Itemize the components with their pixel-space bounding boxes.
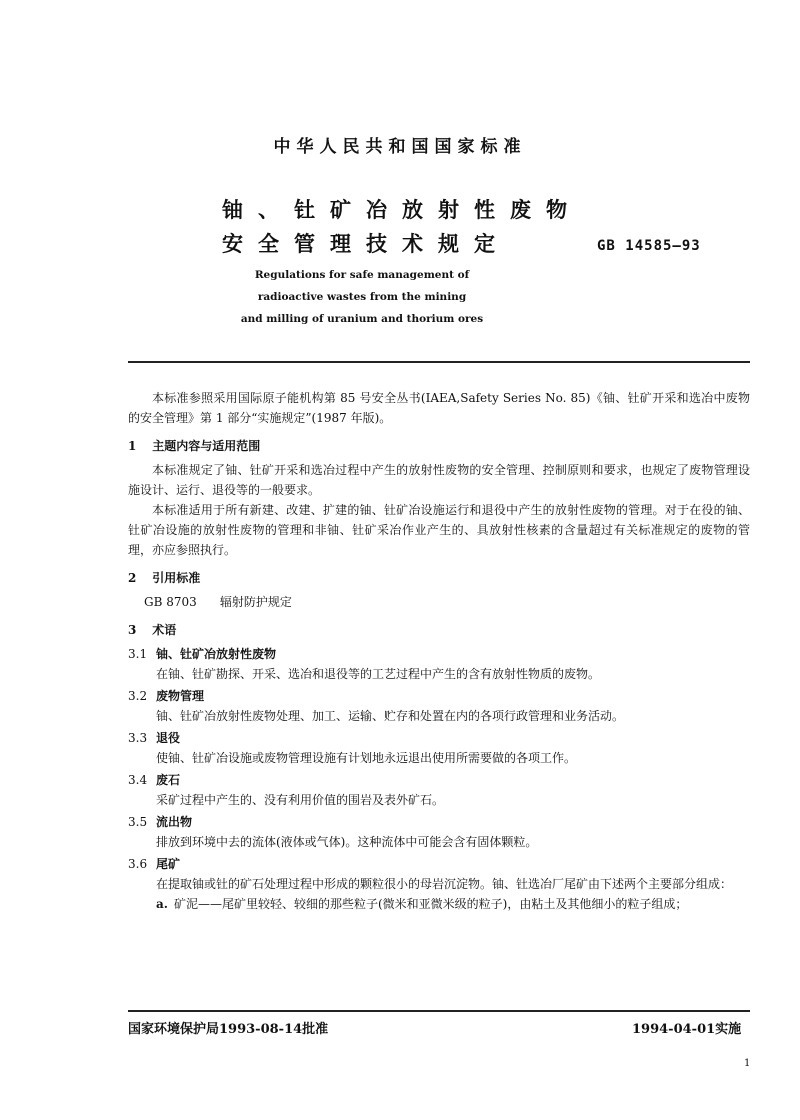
reference-title: 辐射防护规定 xyxy=(219,595,292,609)
term-number: 3.5 xyxy=(128,815,148,829)
section-title: 术语 xyxy=(152,623,177,637)
reference-code: GB 8703 xyxy=(144,595,197,609)
normative-reference xyxy=(144,592,750,612)
term-number: 3.6 xyxy=(128,857,148,871)
section-title: 引用标准 xyxy=(152,571,201,585)
term-definition: 在铀、钍矿勘探、开采、选冶和退役等的工艺过程中产生的含有放射性物质的废物。 xyxy=(156,667,601,681)
term-entry xyxy=(128,686,750,726)
issuing-organization: 中华人民共和国国家标准 xyxy=(273,137,527,157)
effective-date: 1994-04-01实施 xyxy=(632,1022,742,1037)
term-name: 流出物 xyxy=(156,815,193,829)
section-heading-3 xyxy=(128,620,750,640)
term-definition: 使铀、钍矿冶设施或废物管理设施有计划地永远退出使用所需要做的各项工作。 xyxy=(156,751,577,765)
english-title xyxy=(0,264,724,330)
term-number: 3.2 xyxy=(128,689,148,703)
section-number: 1 xyxy=(128,439,137,453)
term-name: 尾矿 xyxy=(156,857,181,871)
term-name: 废石 xyxy=(156,773,181,787)
section-heading-2 xyxy=(128,568,750,588)
body-paragraph: 本标准规定了铀、钍矿开采和选冶过程中产生的放射性废物的安全管理、控制原则和要求，也规定了废物管理设施设计、运行、退役等的一般要求。 xyxy=(128,463,750,497)
term-entry xyxy=(128,770,750,810)
document-body xyxy=(128,388,750,914)
document-title-line1: 铀、钍矿冶放射性废物 xyxy=(222,197,582,222)
standard-code: GB 14585—93 xyxy=(597,238,701,254)
header-divider xyxy=(128,361,750,363)
term-name: 废物管理 xyxy=(156,689,205,703)
term-number: 3.1 xyxy=(128,647,148,661)
section-title: 主题内容与适用范围 xyxy=(152,439,261,453)
document-title-line2: 安全管理技术规定 xyxy=(222,231,510,256)
page-number: 1 xyxy=(744,1058,751,1069)
term-definition: 在提取铀或钍的矿石处理过程中形成的颗粒很小的母岩沉淀物。铀、钍选冶厂尾矿由下述两个主要部分组成： xyxy=(156,877,733,891)
term-entry xyxy=(128,812,750,852)
term-name: 铀、钍矿冶放射性废物 xyxy=(156,647,277,661)
list-item-text: 矿泥——尾矿里较轻、较细的那些粒子(微米和亚微米级的粒子)，由粘土及其他细小的粒子组成； xyxy=(174,897,688,911)
term-entry xyxy=(128,644,750,684)
term-definition: 排放到环境中去的流体(液体或气体)。这种流体中可能会含有固体颗粒。 xyxy=(156,835,538,849)
section-number: 3 xyxy=(128,623,137,637)
intro-paragraph: 本标准参照采用国际原子能机构第 85 号安全丛书(IAEA,Safety Series No. 85)《铀、钍矿开采和选冶中废物的安全管理》第 1 部分“实施规定”(1987 年版)。 xyxy=(128,391,750,425)
english-title-line: Regulations for safe management of xyxy=(254,269,470,281)
footer-divider xyxy=(128,1010,750,1012)
term-definition: 铀、钍矿冶放射性废物处理、加工、运输、贮存和处置在内的各项行政管理和业务活动。 xyxy=(156,709,625,723)
list-item xyxy=(128,894,750,914)
english-title-line: radioactive wastes from the mining xyxy=(257,291,467,303)
term-entry xyxy=(128,854,750,894)
approval-line: 国家环境保护局1993-08-14批准 xyxy=(128,1022,329,1037)
section-heading-1 xyxy=(128,436,750,456)
list-marker: a. xyxy=(156,897,168,911)
term-number: 3.4 xyxy=(128,773,148,787)
term-number: 3.3 xyxy=(128,731,148,745)
term-name: 退役 xyxy=(156,731,181,745)
section-number: 2 xyxy=(128,571,137,585)
english-title-line: and milling of uranium and thorium ores xyxy=(240,313,484,325)
term-entry xyxy=(128,728,750,768)
body-paragraph: 本标准适用于所有新建、改建、扩建的铀、钍矿冶设施运行和退役中产生的放射性废物的管理。对于在役的铀、钍矿冶设施的放射性废物的管理和非铀、钍矿采冶作业产生的、具放射性核素的含量超过有关标准规定的废物的管理，亦应参照执行。 xyxy=(128,503,750,557)
term-definition: 采矿过程中产生的、没有利用价值的围岩及表外矿石。 xyxy=(156,793,445,807)
